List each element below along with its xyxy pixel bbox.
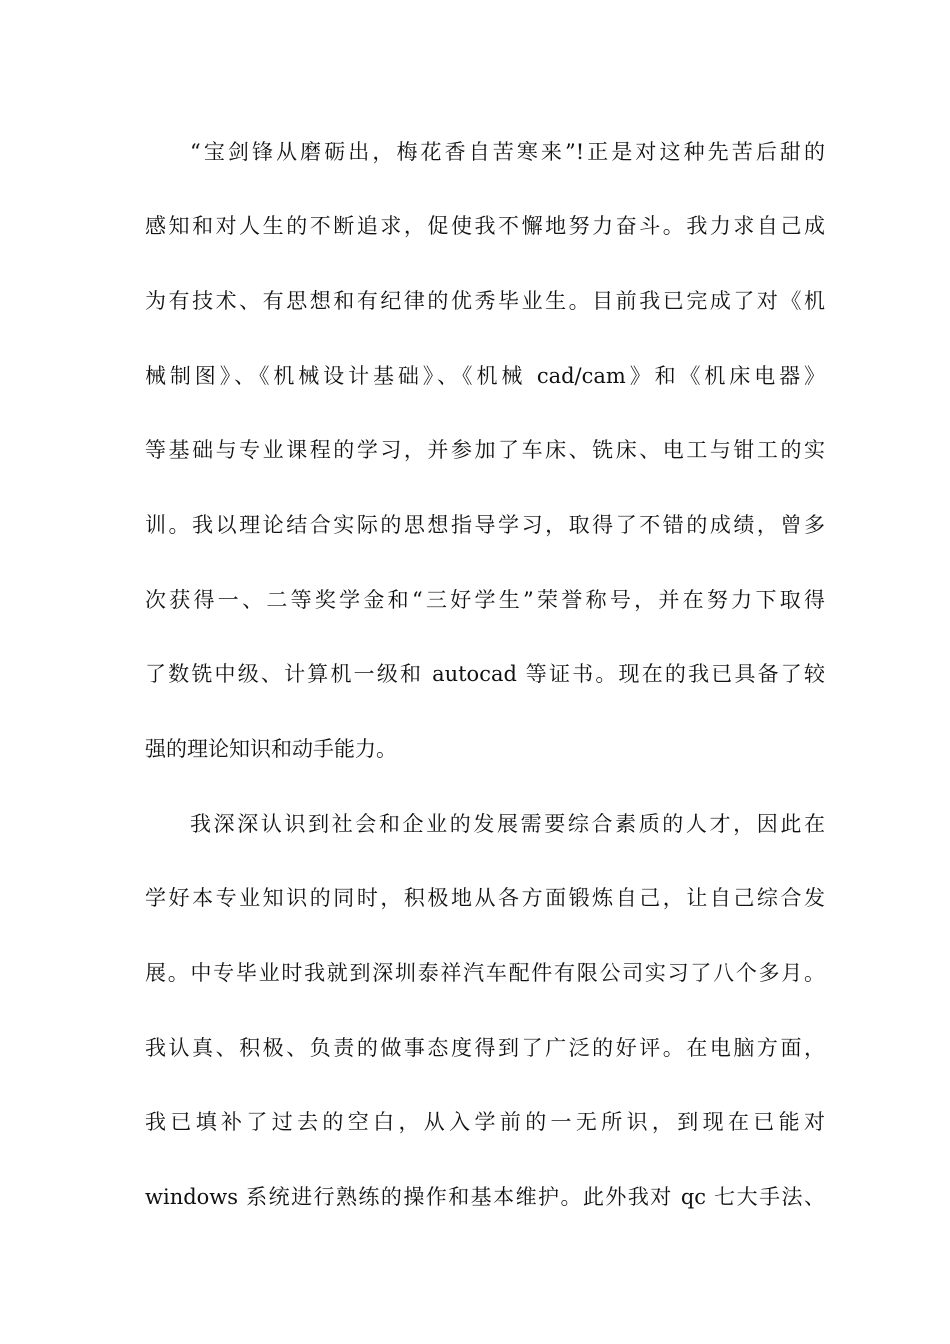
paragraph-line: 我认真、积极、负责的做事态度得到了广泛的好评。在电脑方面， [145, 1036, 825, 1060]
paragraph-line: 强的理论知识和动手能力。 [145, 737, 397, 761]
paragraph-line: “宝剑锋从磨砺出，梅花香自苦寒来”!正是对这种先苦后甜的 [190, 140, 825, 164]
paragraph-line: 次获得一、二等奖学金和“三好学生”荣誉称号，并在努力下取得 [145, 588, 825, 612]
paragraph-line: windows 系统进行熟练的操作和基本维护。此外我对 qc 七大手法、 [145, 1185, 825, 1209]
paragraph-line: 为有技术、有思想和有纪律的优秀毕业生。目前我已完成了对《机 [145, 289, 825, 313]
paragraph-line: 学好本专业知识的同时，积极地从各方面锻炼自己，让自己综合发 [145, 886, 825, 910]
paragraph-line: 我深深认识到社会和企业的发展需要综合素质的人才，因此在 [190, 812, 825, 836]
paragraph-line: 展。中专毕业时我就到深圳泰祥汽车配件有限公司实习了八个多月。 [145, 961, 825, 985]
paragraph-line: 我已填补了过去的空白，从入学前的一无所识，到现在已能对 [145, 1110, 825, 1134]
paragraph-line: 了数铣中级、计算机一级和 autocad 等证书。现在的我已具备了较 [145, 662, 825, 686]
paragraph-line: 感知和对人生的不断追求，促使我不懈地努力奋斗。我力求自己成 [145, 214, 825, 238]
paragraph-line: 械制图》、《机械设计基础》、《机械 cad/cam》和《机床电器》 [145, 364, 825, 388]
paragraph-line: 训。我以理论结合实际的思想指导学习，取得了不错的成绩，曾多 [145, 513, 825, 537]
paragraph-line: 等基础与专业课程的学习，并参加了车床、铣床、电工与钳工的实 [145, 438, 825, 462]
